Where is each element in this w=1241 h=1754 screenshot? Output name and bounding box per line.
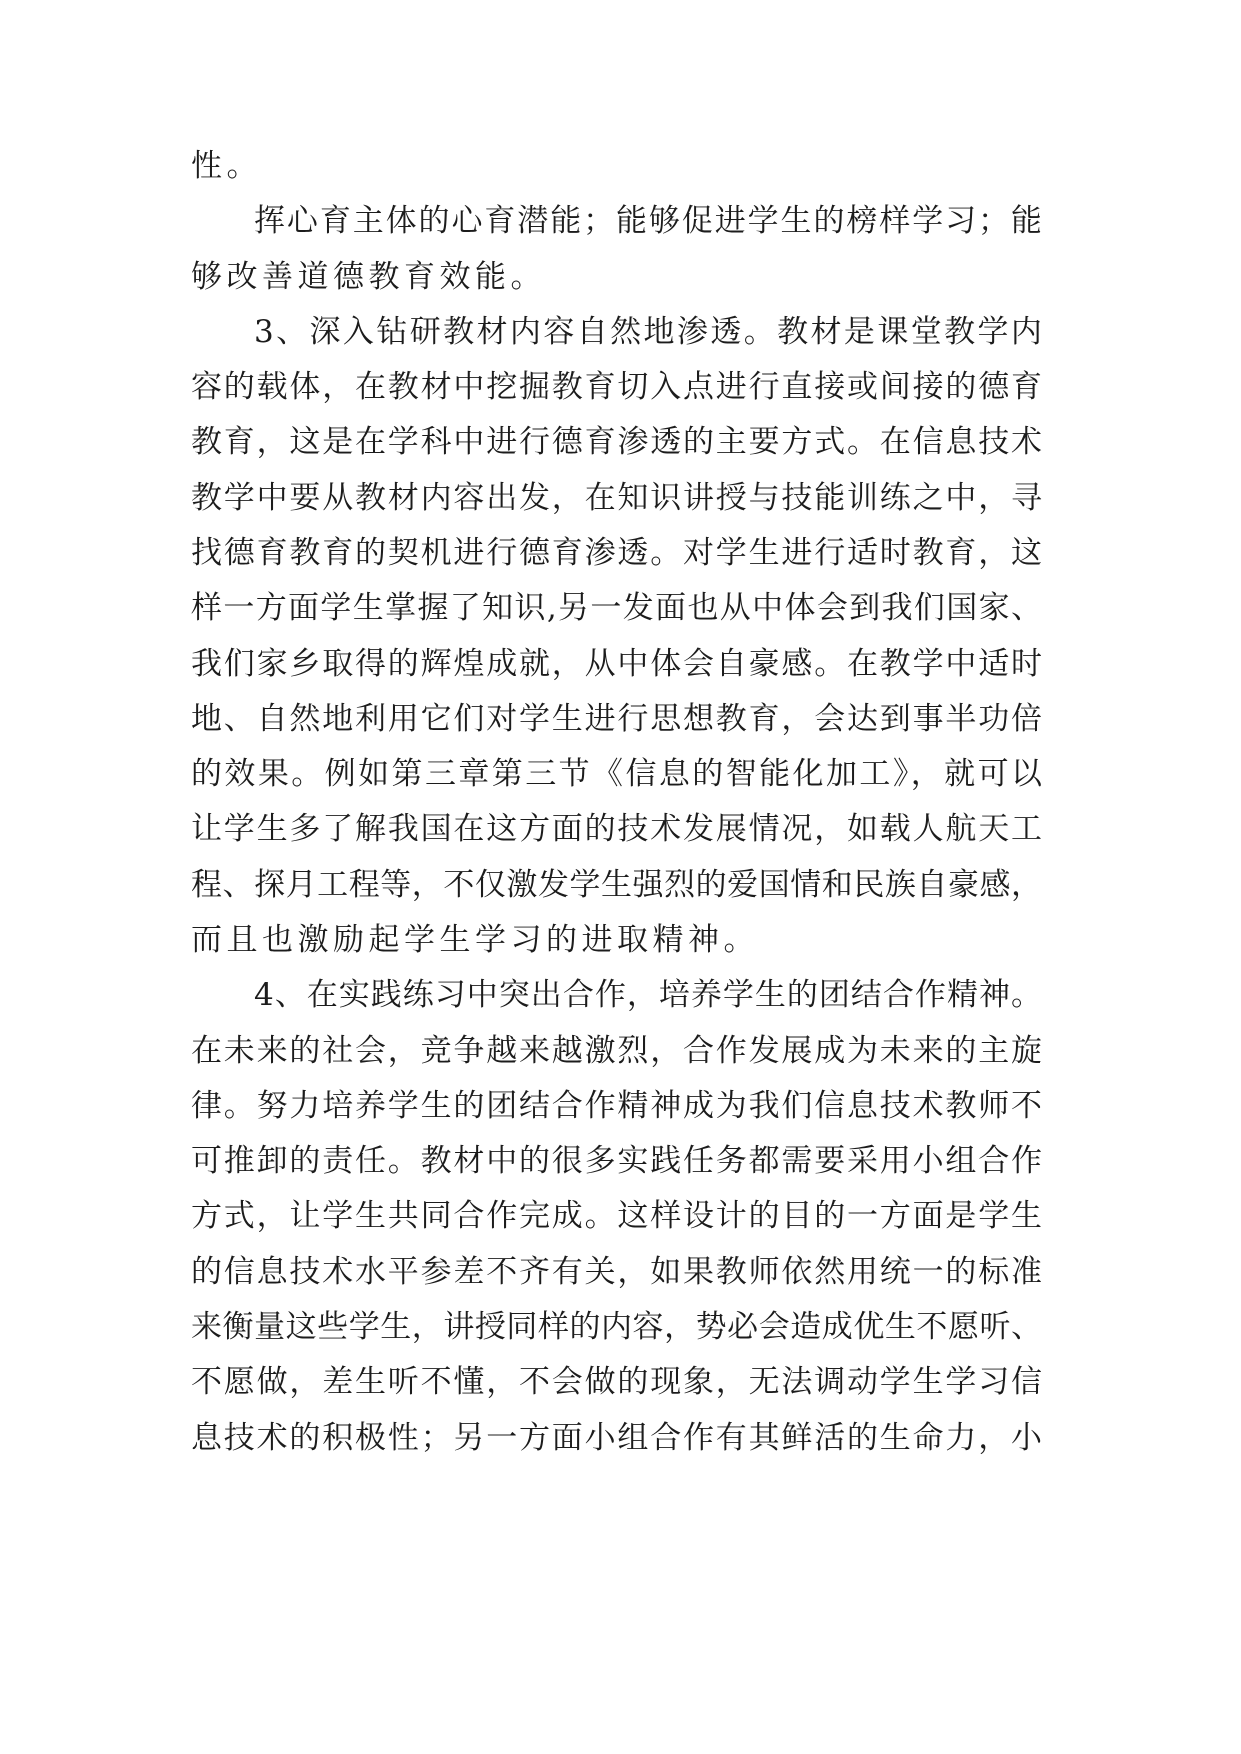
text-line	[0, 970, 1241, 1020]
line-text: 容的载体，在教材中挖掘教育切入点进行直接或间接的德育	[191, 369, 1044, 405]
line-text: 来衡量这些学生，讲授同样的内容，势必会造成优生不愿听、	[191, 1309, 1043, 1345]
text-line	[0, 1191, 1241, 1241]
line-text: 在未来的社会，竞争越来越激烈，合作发展成为未来的主旋	[191, 1033, 1044, 1069]
line-text: 教学中要从教材内容出发，在知识讲授与技能训练之中，寻	[191, 480, 1044, 516]
line-text: 挥心育主体的心育潜能；能够促进学生的榜样学习；能	[254, 203, 1044, 239]
line-text: 的信息技术水平参差不齐有关，如果教师依然用统一的标准	[191, 1254, 1044, 1290]
text-line	[0, 417, 1241, 467]
line-text: 3、深入钻研教材内容自然地渗透。教材是课堂教学内	[254, 314, 1045, 350]
text-line	[0, 583, 1241, 633]
text-line	[0, 252, 1241, 302]
text-line	[0, 1081, 1241, 1131]
text-line	[0, 141, 1241, 191]
line-text: 而且也激励起学生学习的进取精神。	[191, 922, 759, 958]
line-text: 性。	[191, 148, 262, 184]
text-line	[0, 860, 1241, 910]
line-text: 可推卸的责任。教材中的很多实践任务都需要采用小组合作	[191, 1143, 1044, 1179]
line-text: 方式，让学生共同合作完成。这样设计的目的一方面是学生	[191, 1198, 1044, 1234]
line-text: 4、在实践练习中突出合作，培养学生的团结合作精神。	[254, 977, 1043, 1013]
text-line	[0, 1136, 1241, 1186]
line-text: 找德育教育的契机进行德育渗透。对学生进行适时教育，这	[191, 535, 1044, 571]
line-text: 程、探月工程等，不仅激发学生强烈的爱国情和民族自豪感，	[191, 867, 1043, 903]
text-line	[0, 1247, 1241, 1297]
line-text: 让学生多了解我国在这方面的技术发展情况，如载人航天工	[191, 811, 1044, 847]
text-line	[0, 639, 1241, 689]
text-line	[0, 473, 1241, 523]
line-text: 律。努力培养学生的团结合作精神成为我们信息技术教师不	[191, 1088, 1044, 1124]
line-text: 我们家乡取得的辉煌成就，从中体会自豪感。在教学中适时	[191, 646, 1044, 682]
text-line	[0, 1413, 1241, 1463]
text-line	[0, 804, 1241, 854]
text-line	[0, 196, 1241, 246]
line-text: 不愿做，差生听不懂，不会做的现象，无法调动学生学习信	[191, 1364, 1044, 1400]
line-text: 够改善道德教育效能。	[191, 259, 546, 295]
text-line	[0, 749, 1241, 799]
text-line	[0, 1357, 1241, 1407]
text-line	[0, 915, 1241, 965]
line-text: 样一方面学生掌握了知识,另一发面也从中体会到我们国家、	[191, 590, 1044, 626]
text-line	[0, 528, 1241, 578]
line-text: 息技术的积极性；另一方面小组合作有其鲜活的生命力，小	[191, 1420, 1044, 1456]
line-text: 的效果。例如第三章第三节《信息的智能化加工》，就可以	[191, 756, 1045, 792]
text-line	[0, 1302, 1241, 1352]
text-line	[0, 362, 1241, 412]
line-text: 教育，这是在学科中进行德育渗透的主要方式。在信息技术	[191, 424, 1044, 460]
line-text: 地、自然地利用它们对学生进行思想教育，会达到事半功倍	[191, 701, 1044, 737]
text-line	[0, 1026, 1241, 1076]
text-line	[0, 307, 1241, 357]
text-line	[0, 694, 1241, 744]
